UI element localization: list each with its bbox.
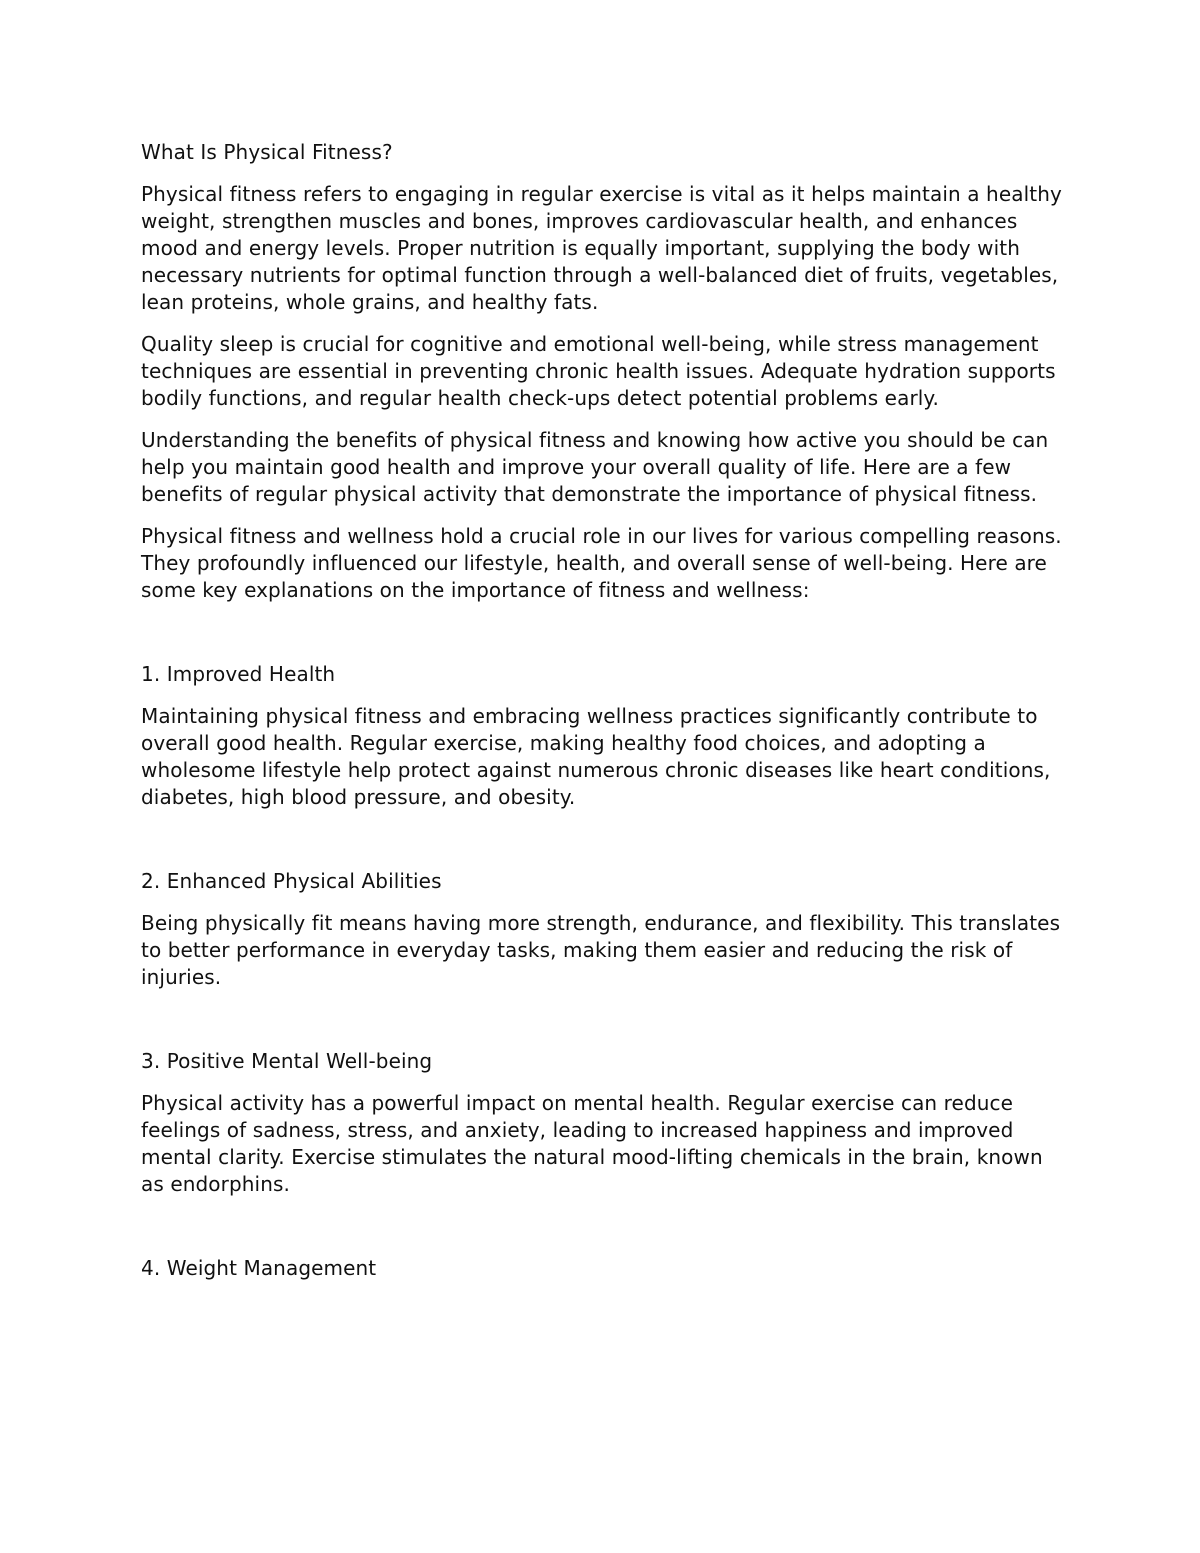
document-body (141, 139, 1071, 1297)
section-heading-enhanced-physical-abilities: 2. Enhanced Physical Abilities (141, 869, 442, 893)
section-spacer (141, 1213, 1071, 1255)
intro-paragraph: Physical fitness refers to engaging in regular exercise is vital as it helps maintain a healthy weight, strengthen muscles and bones, improves cardiovascular health, and enhances mood and energy levels. Proper nutrition is equally important, supplying the body with necessary nutrients for optimal function through a well-balanced diet of fruits, vegetables, lean proteins, whole grains, and healthy fats. (141, 182, 1062, 314)
intro-paragraph: Quality sleep is crucial for cognitive and emotional well-being, while stress management techniques are essential in preventing chronic health issues. Adequate hydration supports bodily functions, and regular health check-ups detect potential problems early. (141, 332, 1056, 410)
section-heading-weight-management: 4. Weight Management (141, 1256, 377, 1280)
section-heading-improved-health: 1. Improved Health (141, 662, 336, 686)
intro-paragraph: Physical fitness and wellness hold a crucial role in our lives for various compelling reasons. They profoundly influenced our lifestyle, health, and overall sense of well-being. Here are some key explanations on the importance of fitness and wellness: (141, 524, 1062, 602)
section-spacer (141, 1006, 1071, 1048)
section-spacer (141, 826, 1071, 868)
section-body-positive-mental-well-being: Physical activity has a powerful impact on mental health. Regular exercise can reduce feelings of sadness, stress, and anxiety, leading to increased happiness and improved mental clarity. Exercise stimulates the natural mood-lifting chemicals in the brain, known as endorphins. (141, 1091, 1043, 1196)
section-body-improved-health: Maintaining physical fitness and embracing wellness practices significantly contribute to overall good health. Regular exercise, making healthy food choices, and adopting a wholesome lifestyle help protect against numerous chronic diseases like heart conditions, diabetes, high blood pressure, and obesity. (141, 704, 1051, 809)
section-spacer (141, 619, 1071, 661)
section-body-enhanced-physical-abilities: Being physically fit means having more strength, endurance, and flexibility. This translates to better performance in everyday tasks, making them easier and reducing the risk of injuries. (141, 911, 1061, 989)
document-title: What Is Physical Fitness? (141, 140, 393, 164)
intro-paragraph: Understanding the benefits of physical fitness and knowing how active you should be can help you maintain good health and improve your overall quality of life. Here are a few benefits of regular physical activity that demonstrate the importance of physical fitness. (141, 428, 1049, 506)
section-heading-positive-mental-well-being: 3. Positive Mental Well-being (141, 1049, 433, 1073)
